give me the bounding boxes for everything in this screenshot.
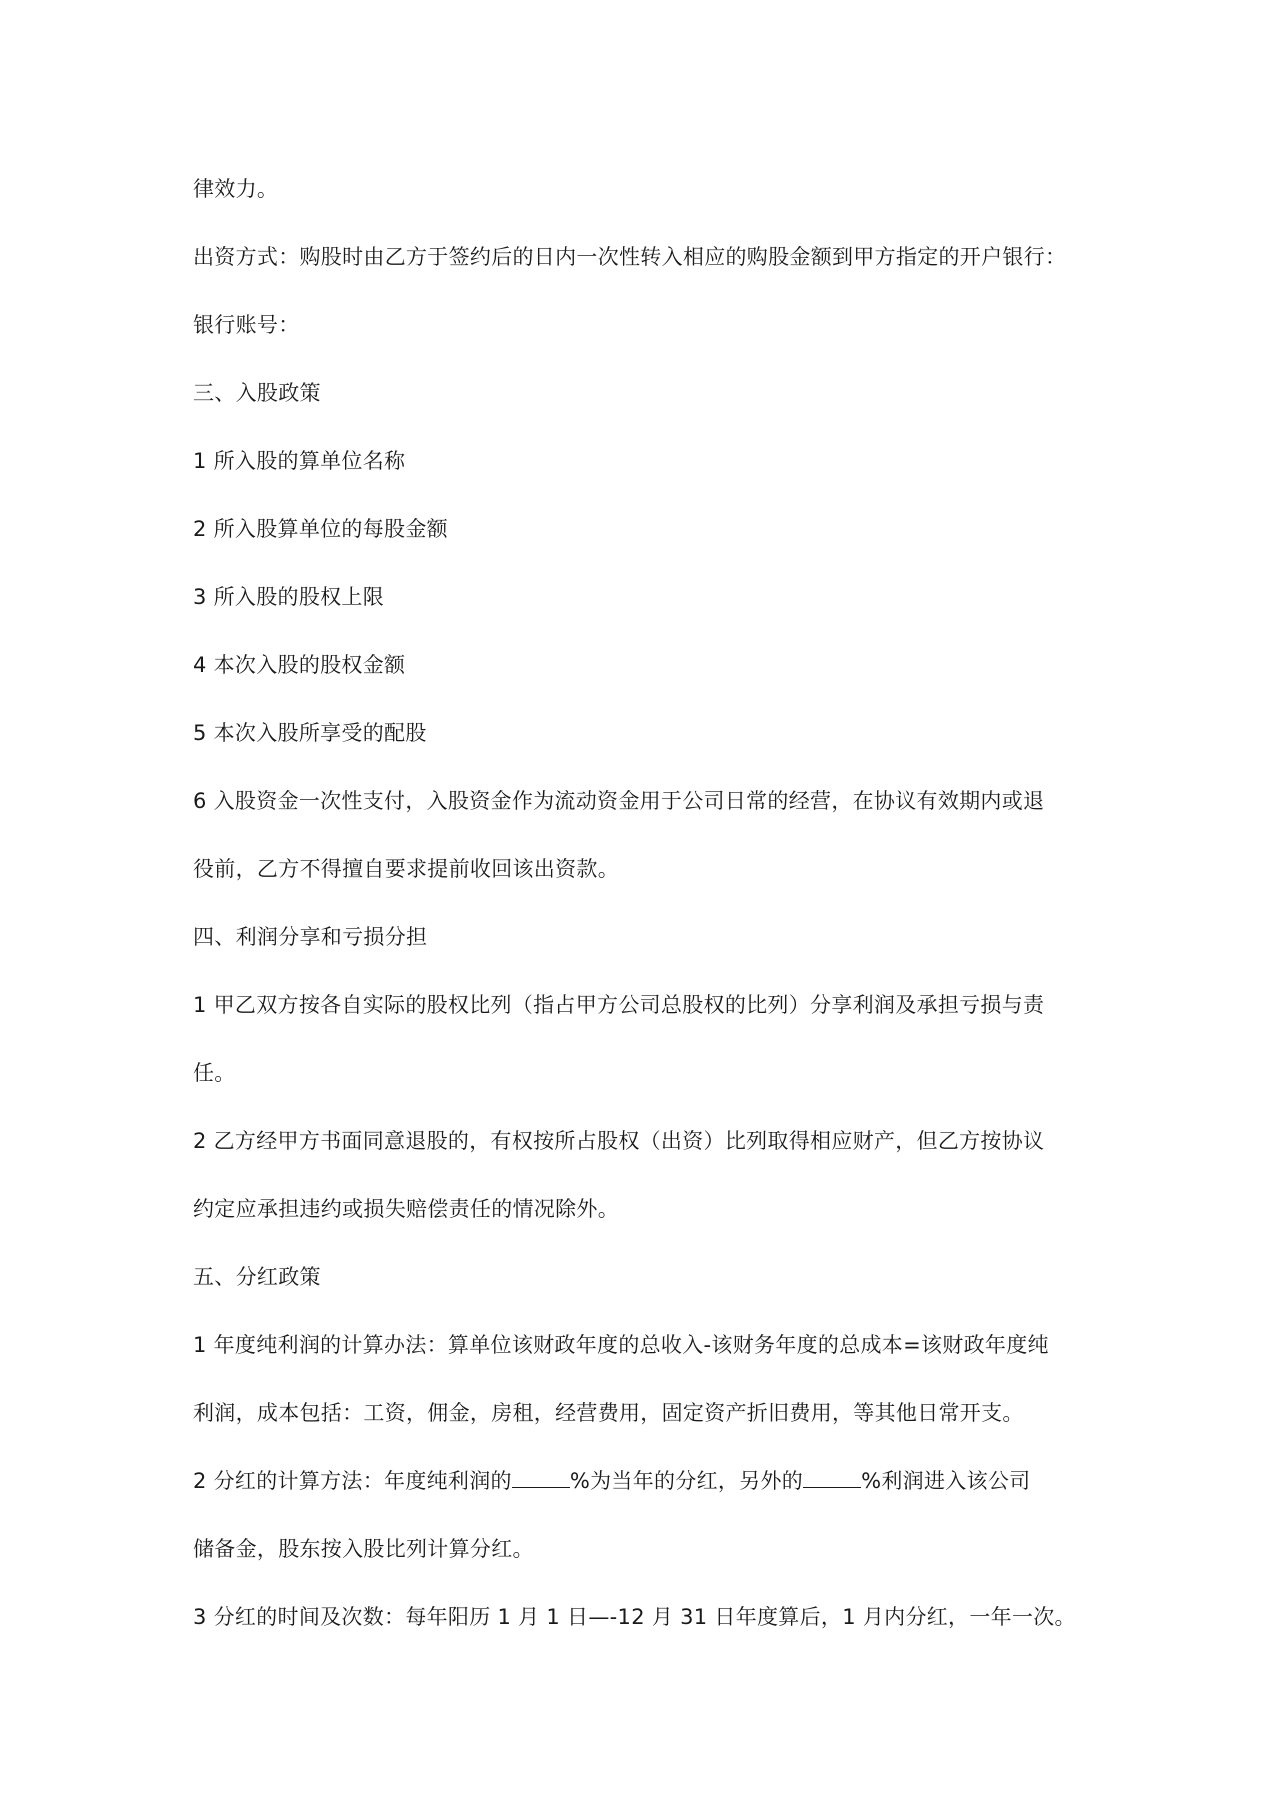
text-line: 银行账号： xyxy=(193,313,300,337)
text-line: 出资方式：购股时由乙方于签约后的日内一次性转入相应的购股金额到甲方指定的开户银行： xyxy=(193,245,1067,269)
list-item: 2 乙方经甲方书面同意退股的，有权按所占股权（出资）比列取得相应财产，但乙方按协议 xyxy=(193,1129,1045,1153)
list-item xyxy=(193,1466,1030,1496)
list-item: 1 所入股的算单位名称 xyxy=(193,449,406,473)
text-line: 任。 xyxy=(193,1061,236,1085)
text-line: 利润，成本包括：工资，佣金，房租，经营费用，固定资产折旧费用，等其他日常开支。 xyxy=(193,1401,1024,1425)
list-item: 5 本次入股所享受的配股 xyxy=(193,721,427,745)
section-heading: 五、分红政策 xyxy=(193,1265,321,1289)
dividend-text-part2: %为当年的分红，另外的 xyxy=(569,1469,804,1493)
text-line: 律效力。 xyxy=(193,177,279,201)
list-item: 3 所入股的股权上限 xyxy=(193,585,385,609)
list-item: 2 所入股算单位的每股金额 xyxy=(193,517,448,541)
list-item: 6 入股资金一次性支付，入股资金作为流动资金用于公司日常的经营，在协议有效期内或退 xyxy=(193,789,1045,813)
list-item: 1 年度纯利润的计算办法：算单位该财政年度的总收入-该财务年度的总成本=该财政年度纯 xyxy=(193,1333,1049,1357)
section-heading: 四、利润分享和亏损分担 xyxy=(193,925,428,949)
dividend-text-part3: %利润进入该公司 xyxy=(861,1469,1031,1493)
section-heading: 三、入股政策 xyxy=(193,381,321,405)
list-item: 1 甲乙双方按各自实际的股权比列（指占甲方公司总股权的比列）分享利润及承担亏损与责 xyxy=(193,993,1045,1017)
text-line: 约定应承担违约或损失赔偿责任的情况除外。 xyxy=(193,1197,619,1221)
text-line: 储备金，股东按入股比列计算分红。 xyxy=(193,1537,534,1561)
fill-in-blank xyxy=(512,1467,570,1488)
fill-in-blank xyxy=(803,1467,861,1488)
dividend-text-part1: 2 分红的计算方法：年度纯利润的 xyxy=(193,1469,512,1493)
text-line: 役前，乙方不得擅自要求提前收回该出资款。 xyxy=(193,857,619,881)
list-item: 4 本次入股的股权金额 xyxy=(193,653,406,677)
list-item: 3 分红的时间及次数：每年阳历 1 月 1 日—-12 月 31 日年度算后，1 月内分红，一年一次。 xyxy=(193,1605,1076,1629)
